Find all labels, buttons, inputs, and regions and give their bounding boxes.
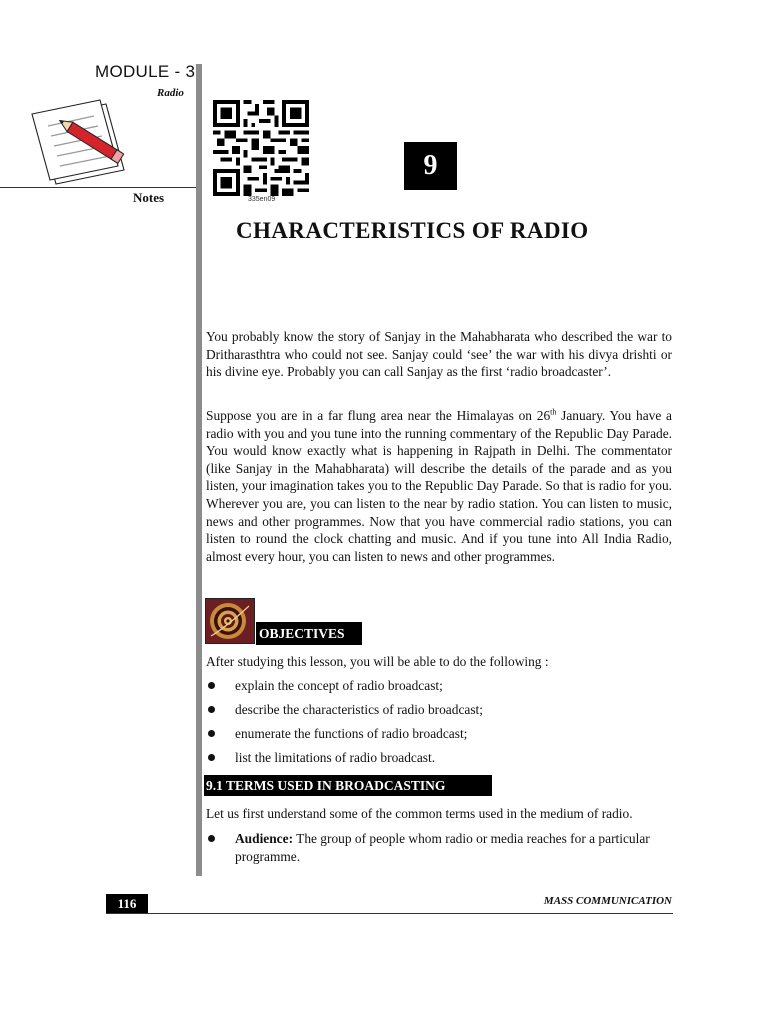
list-item: list the limitations of radio broadcast. xyxy=(206,749,672,773)
intro-paragraph-2-rest: January. You have a radio with you and you tune into the running commentary of the Republic Day Parade. You would know exactly what is happening in Rajpath in Delhi. The commentator (like Sanjay in the Mahabharata) will describe the details of the parade and as you listen, your imagination takes you to the Republic Day Parade. So that is radio for you. Wherever you are, you can listen to the near by radio station. You can listen to music, news and other programmes. Now that you have commercial radio stations, you can listen to round the clock chatting and music. And if you tune into All India Radio, almost every hour, you can listen to news and other programmes. xyxy=(206,408,672,564)
subject-label: Radio xyxy=(157,87,184,99)
term-definition xyxy=(235,830,672,865)
book-title: MASS COMMUNICATION xyxy=(543,895,672,907)
list-item: enumerate the functions of radio broadcast; xyxy=(206,725,672,749)
list-item: explain the concept of radio broadcast; xyxy=(206,677,672,701)
objectives-lead: After studying this lesson, you will be able to do the following : xyxy=(206,654,549,669)
objectives-target-icon xyxy=(205,598,255,644)
chapter-title: CHARACTERISTICS OF RADIO xyxy=(236,218,589,243)
notes-pencil-icon xyxy=(14,96,134,188)
qr-code-id: 335en09 xyxy=(248,196,276,203)
intro-paragraph-2 xyxy=(206,407,672,565)
module-label: MODULE - 3 xyxy=(95,62,196,81)
bullet-dot xyxy=(208,835,215,842)
section-lead: Let us first understand some of the common terms used in the medium of radio. xyxy=(206,806,633,821)
section-heading: 9.1 TERMS USED IN BROADCASTING xyxy=(204,775,492,796)
intro-paragraph-2-start: Suppose you are in a far flung area near the Himalayas on 26 xyxy=(206,408,551,423)
notes-label: Notes xyxy=(133,190,165,205)
margin-divider xyxy=(196,64,202,876)
intro-paragraph-1: You probably know the story of Sanjay in the Mahabharata who described the war to Dritharasthtra who could not see. Sanjay could ‘see’ the war with his divya drishti or his divine eye. Probably you can call Sanjay as the first ‘radio broadcaster’. xyxy=(206,329,672,380)
term-description: The group of people whom radio or media reaches for a particular programme. xyxy=(235,831,650,864)
footer-rule xyxy=(106,913,673,914)
term-name: Audience: xyxy=(235,831,294,846)
term-audience xyxy=(206,830,672,865)
chapter-number: 9 xyxy=(404,142,457,190)
ordinal-suffix: th xyxy=(550,407,557,417)
page-number: 116 xyxy=(106,894,148,914)
list-item: describe the characteristics of radio broadcast; xyxy=(206,701,672,725)
objectives-heading: OBJECTIVES xyxy=(256,622,362,645)
objectives-list xyxy=(206,677,672,773)
qr-code-image xyxy=(213,100,309,196)
